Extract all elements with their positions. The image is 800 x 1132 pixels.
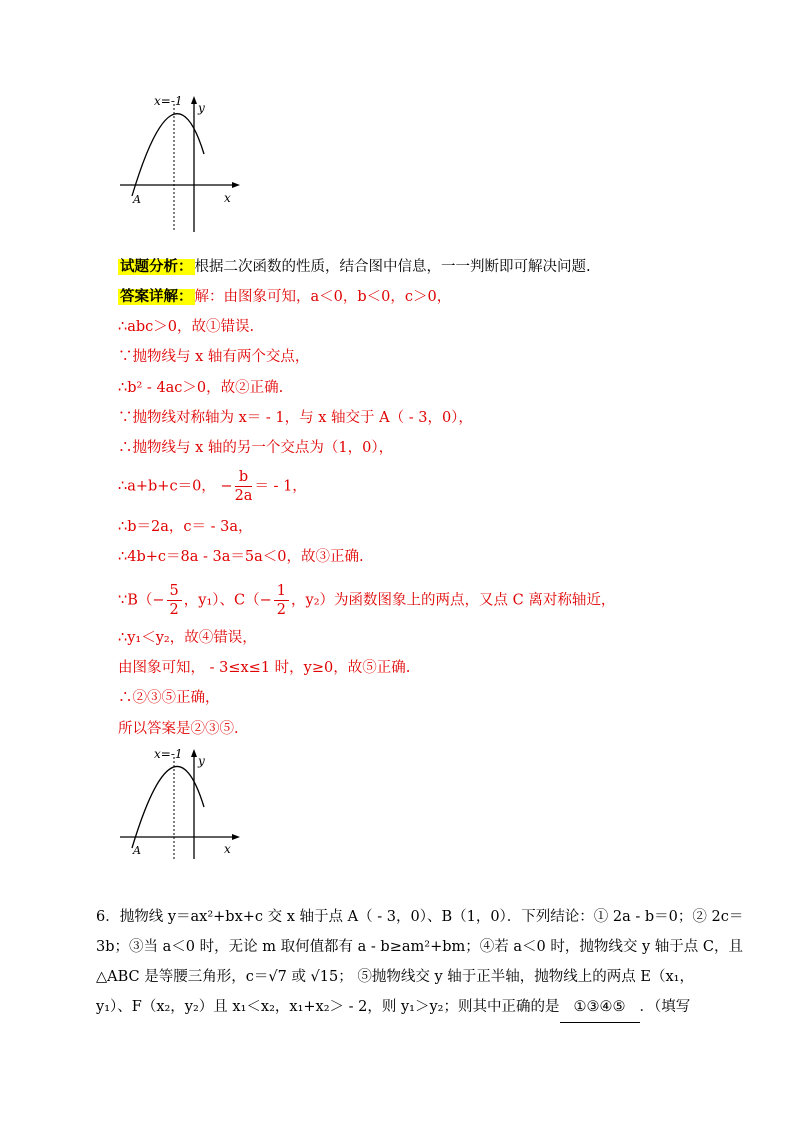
- analysis-line: [118, 257, 591, 277]
- y-axis-label: y: [198, 101, 205, 115]
- answer-line-9: [118, 582, 615, 619]
- answer-text-6b: ＝ - 1，: [254, 478, 307, 495]
- answer-line-6: ∴a+b+c＝0， − $\frac{b}{2a}$ ＝ - 1，: [118, 469, 307, 504]
- x-axis-label: x: [224, 191, 231, 205]
- question-6-line-4: [96, 992, 712, 1023]
- fraction-1-over-2: $\frac{1}{2}$: [274, 582, 289, 619]
- point-a-label: A: [133, 193, 141, 206]
- answer-line-10: ∴y₁＜y₂，故④错误，: [118, 630, 257, 646]
- question-6-line-1: 6．抛物线 y＝ax²+bx+c 交 x 轴于点 A（ - 3，0）、B（1，0）．下列结论：① 2a - b＝0；② 2c＝: [96, 909, 744, 925]
- answer-line-11: 由图象可知， - 3≤x≤1 时，y≥0，故⑤正确.: [118, 660, 411, 676]
- question-6: [96, 902, 744, 1023]
- axis-of-symmetry-label: x=-1: [154, 747, 183, 761]
- answer-line-3: ∴b² - 4ac＞0，故②正确.: [118, 380, 284, 396]
- answer-text-9b: ，y₁）、C（−: [183, 592, 272, 609]
- question-6-text-4b: ．（填写: [639, 999, 691, 1015]
- answer-line-0: [118, 287, 451, 307]
- answer-text-9a: ∵B（−: [118, 592, 165, 609]
- answer-line-7: ∴b＝2a，c＝ - 3a，: [118, 519, 253, 535]
- question-6-text-4a: y₁）、F（x₂，y₂）且 x₁＜x₂，x₁+x₂＞ - 2，则 y₁＞y₂；则其中正确的是: [96, 999, 560, 1015]
- y-axis-label: y: [198, 754, 205, 768]
- answer-text-9c: ，y₂）为函数图象上的两点，又点 C 离对称轴近，: [291, 592, 616, 609]
- point-a-label: A: [133, 844, 141, 857]
- parabola-figure-1: [118, 92, 243, 237]
- answer-line-1: ∴abc＞0，故①错误.: [118, 319, 255, 335]
- answer-line-2: ∵抛物线与 x 轴有两个交点，: [118, 349, 310, 365]
- answer-line-13: 所以答案是②③⑤.: [118, 721, 239, 737]
- answer-tag: 答案详解：: [120, 289, 193, 305]
- answer-blank: ①③④⑤: [560, 992, 640, 1023]
- answer-line-5: ∴抛物线与 x 轴的另一个交点为（1，0），: [118, 440, 394, 456]
- analysis-tag: 试题分析：: [120, 259, 193, 275]
- answer-line-4: ∵抛物线对称轴为 x＝ - 1，与 x 轴交于 A（ - 3，0），: [118, 410, 473, 426]
- answer-text-6a: ∴a+b+c＝0，: [118, 478, 216, 495]
- axis-of-symmetry-label: x=-1: [154, 94, 183, 108]
- x-axis-label: x: [224, 842, 231, 856]
- answer-line-8: ∴4b+c＝8a - 3a＝5a＜0，故③正确.: [118, 549, 364, 565]
- parabola-figure-2: [118, 745, 243, 860]
- answer-line-12: ∴②③⑤正确，: [118, 690, 220, 706]
- fraction-b-over-2a: $\frac{b}{2a}$: [234, 469, 253, 504]
- question-6-line-3: △ABC 是等腰三角形，c＝√7 或 √15； ⑤抛物线交 y 轴于正半轴，抛物线上的两点 E（x₁，: [96, 969, 694, 985]
- question-6-line-2: 3b；③当 a＜0 时，无论 m 取何值都有 a - b≥am²+bm；④若 a＜0 时，抛物线交 y 轴于点 C，且: [96, 939, 743, 955]
- analysis-text: 根据二次函数的性质，结合图中信息，一一判断即可解决问题.: [194, 259, 591, 275]
- answer-text-0: 解：由图象可知，a＜0，b＜0，c＞0，: [194, 289, 452, 305]
- fraction-5-over-2: $\frac{5}{2}$: [167, 582, 182, 619]
